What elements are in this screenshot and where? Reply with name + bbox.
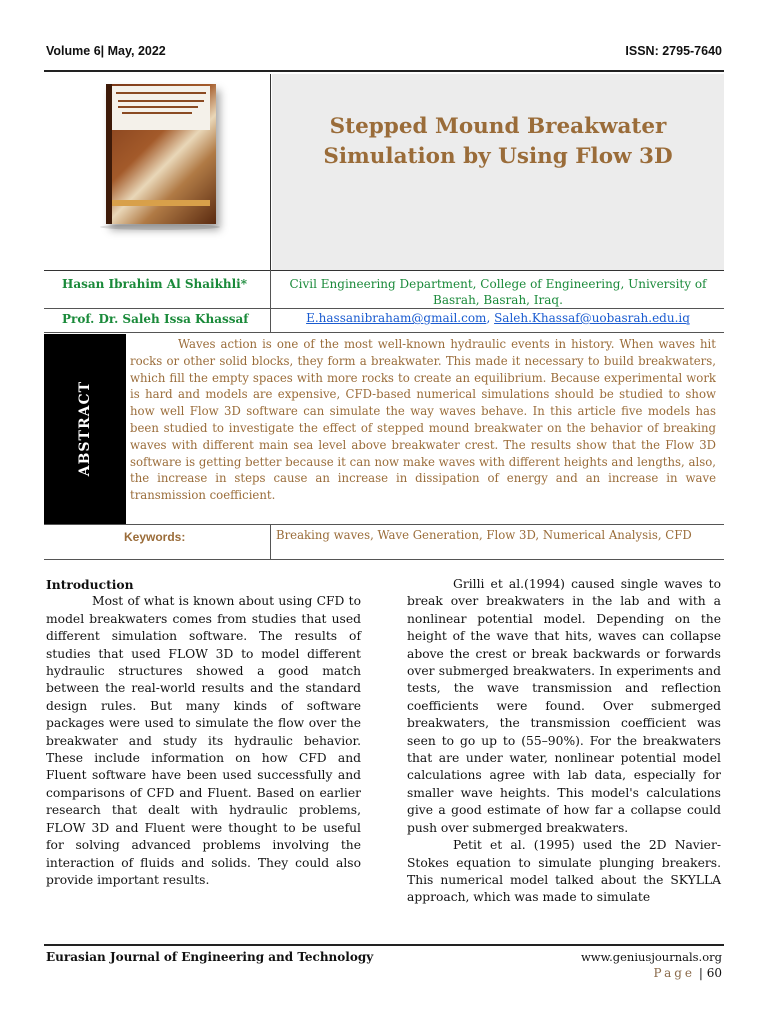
email-link-1[interactable]: E.hassanibraham@gmail.com bbox=[306, 311, 487, 325]
author-divider bbox=[270, 270, 271, 332]
table-rule bbox=[44, 332, 724, 333]
email-separator: , bbox=[486, 311, 495, 325]
cover-shadow bbox=[100, 224, 220, 230]
issn: ISSN: 2795-7640 bbox=[625, 44, 722, 58]
page-number-value: 60 bbox=[706, 966, 722, 980]
body-paragraph: Petit et al. (1995) used the 2D Navier-Stokes equation to simulate plunging breakers. This numerical model talked about the SKYLLA approach, which was made to simulate bbox=[407, 838, 721, 905]
author-2-name: Prof. Dr. Saleh Issa Khassaf bbox=[62, 312, 249, 326]
keywords-label: Keywords: bbox=[124, 530, 186, 544]
paper-title bbox=[272, 112, 724, 172]
body-left-column bbox=[46, 576, 361, 889]
email-link-2[interactable]: Saleh.Khassaf@uobasrah.edu.iq bbox=[494, 311, 690, 325]
cover-text-line bbox=[118, 100, 204, 102]
cover-stripe bbox=[112, 200, 210, 206]
body-paragraph: Most of what is known about using CFD to model breakwaters comes from studies that used different simulation software. The results of studies that used FLOW 3D to model different hydraulic structures showed a good match between the real-world results and the standard design rules. But many kinds of software packages were used to simulate the flow over the breakwater and study its hydraulic behavior. These include information on how CFD and Fluent software have been used successfully and comparisons of CFD and Fluent. Based on earlier research that dealt with hydraulic problems, FLOW 3D and Fluent were thought to be useful for solving advanced problems involving the interaction of fluids and solids. They could also provide important results. bbox=[46, 594, 361, 887]
author-1-name: Hasan Ibrahim Al Shaikhli* bbox=[62, 277, 248, 291]
cover-text-line bbox=[122, 112, 192, 114]
page-word: Page bbox=[653, 966, 696, 980]
paper-title-line2: Simulation by Using Flow 3D bbox=[323, 144, 673, 169]
title-panel bbox=[272, 74, 724, 270]
abstract-text: Waves action is one of the most well-known hydraulic events in history. When waves hit rocks or other solid blocks, they form a breakwater. This made it necessary to build breakwaters, which fill the empty spaces with more rocks to create an equilibrium. Because experimental work is hard and models are expensive, CFD-based numerical simulations should be studied to show how well Flow 3D software can simulate the way waves behave. In this article five models has been studied to investigate the effect of stepped mound breakwater on the behavior of breaking waves with different main sea level above breakwater crest. The results show that the Flow 3D software is getting better because it can now make waves with different heights and lengths, also, the increase in steps cause an increase in dissipation of energy and an increase in wave transmission coefficient. bbox=[130, 337, 716, 503]
keywords-text: Breaking waves, Wave Generation, Flow 3D, Numerical Analysis, CFD bbox=[276, 528, 692, 542]
page-number bbox=[560, 966, 722, 980]
footer-rule bbox=[44, 944, 724, 946]
body-right-column bbox=[407, 576, 721, 907]
footer-journal-name: Eurasian Journal of Engineering and Technology bbox=[46, 950, 374, 964]
volume-date: Volume 6| May, 2022 bbox=[46, 44, 166, 58]
cover-text-line bbox=[118, 106, 198, 108]
paper-title-line1: Stepped Mound Breakwater bbox=[329, 114, 667, 139]
table-rule bbox=[44, 270, 724, 271]
table-rule bbox=[44, 524, 724, 525]
body-paragraph: Grilli et al.(1994) caused single waves to break over breakwaters in the lab and with a nonlinear potential model. Depending on the height of the wave that hits, waves can collapse above the crest or break backwards or forwards over submerged breakwaters. In experiments and tests, the wave transmission and reflection coefficients were found. Over submerged breakwaters, the transmission coefficient was seen to go up to (55–90%). For the breakwaters that are under water, nonlinear potential model calculations agree with lab data, especially for smaller wave heights. This model's calculations give a good estimate of how far a collapse could push over submerged breakwaters. bbox=[407, 577, 721, 835]
cover-divider bbox=[270, 74, 271, 270]
table-rule bbox=[44, 559, 724, 560]
page-separator: | bbox=[698, 966, 703, 980]
header-rule bbox=[44, 70, 724, 72]
abstract-label-text: ABSTRACT bbox=[77, 381, 93, 477]
footer-url[interactable]: www.geniusjournals.org bbox=[580, 950, 722, 964]
cover-text-line bbox=[116, 92, 206, 94]
author-affiliation: Civil Engineering Department, College of Engineering, University of Basrah, Basrah, Iraq. bbox=[289, 277, 707, 307]
keywords-divider bbox=[270, 525, 271, 559]
section-heading-introduction: Introduction bbox=[46, 577, 134, 592]
author-emails bbox=[278, 311, 718, 325]
abstract-label bbox=[44, 334, 126, 524]
table-rule bbox=[44, 308, 724, 309]
